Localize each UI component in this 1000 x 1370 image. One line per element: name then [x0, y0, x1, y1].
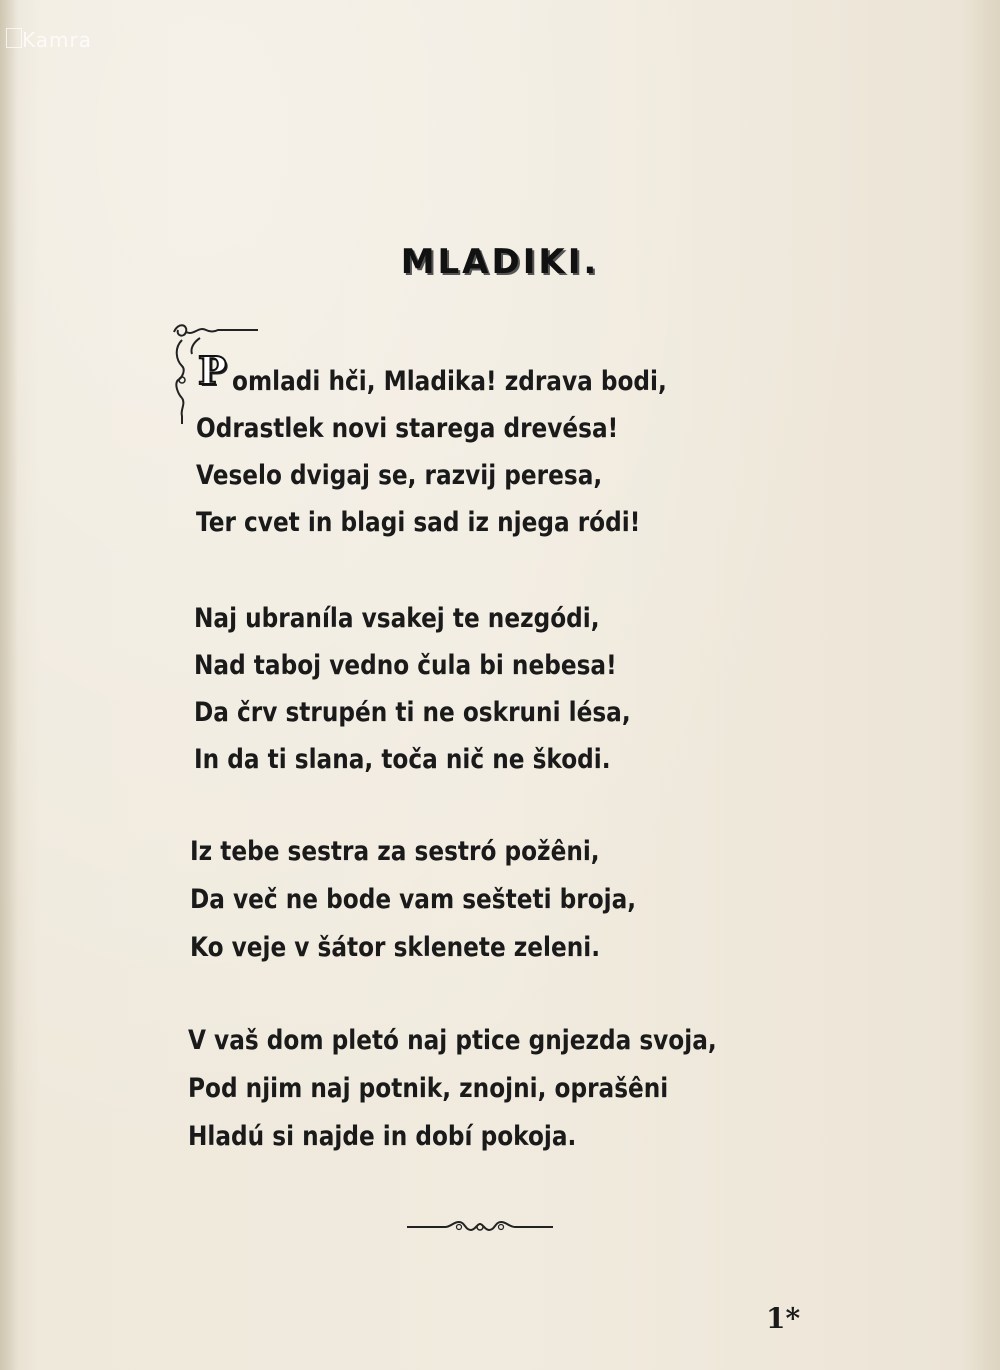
poem-line: Nad taboj vedno čula bi nebesa!: [194, 650, 617, 681]
poem-line: Ko veje v šátor sklenete zeleni.: [190, 932, 601, 963]
page-edge-shadow: [0, 0, 18, 1370]
watermark-logo-icon: [6, 28, 22, 48]
poem-title: MLADIKI.: [400, 242, 600, 282]
poem-line: Da več ne bode vam sešteti broja,: [190, 884, 637, 915]
poem-line: In da ti slana, toča nič ne škodi.: [194, 744, 611, 775]
drop-cap-letter: P: [198, 348, 227, 393]
poem-line: Hladú si najde in dobí pokoja.: [188, 1121, 577, 1152]
poem-line: Iz tebe sestra za sestró požêni,: [190, 836, 600, 867]
poem-line: Ter cvet in blagi sad iz njega ródi!: [196, 507, 641, 538]
page-number: 1*: [766, 1302, 801, 1335]
poem-line: omladi hči, Mladika! zdrava bodi,: [232, 366, 667, 397]
poem-line: V vaš dom pletó naj ptice gnjezda svoja,: [188, 1025, 717, 1056]
watermark: Kamra: [22, 28, 92, 52]
poem-line: Pod njim naj potnik, znojni, oprašêni: [188, 1073, 669, 1104]
poem-line: Naj ubraníla vsakej te nezgódi,: [194, 603, 600, 634]
poem-line: Odrastlek novi starega drevésa!: [196, 413, 619, 444]
poem-line: Da črv strupén ti ne oskruni lésa,: [194, 697, 631, 728]
tailpiece-ornament-icon: [405, 1214, 555, 1240]
poem-line: Veselo dvigaj se, razvij peresa,: [196, 460, 603, 491]
